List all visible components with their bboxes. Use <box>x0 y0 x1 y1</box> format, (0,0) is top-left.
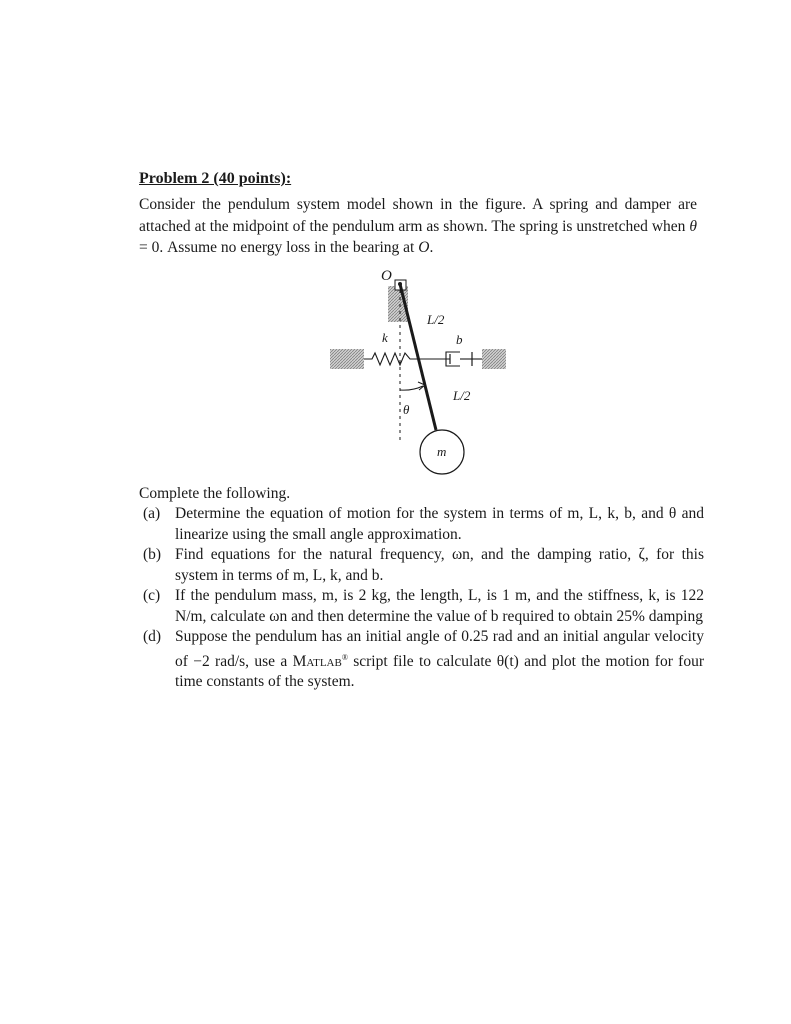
item-text-1: Suppose the pendulum has an initial angle of 0.25 rad and an initial angular velocity of −2 rad/s, use a <box>175 628 704 670</box>
list-item <box>139 545 704 586</box>
label-m: m <box>437 444 447 459</box>
intro-o: O <box>418 239 430 256</box>
intro-theta: θ <box>689 217 697 235</box>
intro-text-2: = 0. Assume no energy loss in the bearing at <box>139 239 419 256</box>
item-text-2: script file to calculate θ(t) and plot the motion for four time constants of the system. <box>175 652 705 691</box>
list-item <box>139 586 704 627</box>
problem-intro <box>139 194 697 259</box>
intro-text-1: Consider the pendulum system model shown in the figure. A spring and damper are attached at the midpoint of the pendulum arm as shown. The spring is unstretched when <box>139 196 697 235</box>
item-text: Determine the equation of motion for the system in terms of m, L, k, b, and θ and linearize using the small angle approximation. <box>175 505 704 543</box>
left-wall <box>330 349 364 369</box>
spring <box>364 353 418 365</box>
matlab-name: Matlab <box>292 652 342 670</box>
item-text: Find equations for the natural frequency, ωn, and the damping ratio, ζ, for this system in terms of m, L, k, and b. <box>175 546 704 584</box>
item-label: (a) <box>143 505 161 522</box>
label-k: k <box>382 330 388 345</box>
intro-text-3: . <box>429 239 434 256</box>
right-wall <box>482 349 506 369</box>
problem-title: Problem 2 (40 points): <box>139 170 292 187</box>
list-item <box>139 504 704 545</box>
label-b: b <box>456 332 463 347</box>
label-l2-bottom: L/2 <box>453 388 471 403</box>
item-text: If the pendulum mass, m, is 2 kg, the length, L, is 1 m, and the stiffness, k, is 122 N/m, calculate ωn and then determine the value of b required to obtain 25% damping <box>175 587 704 625</box>
label-o: O <box>381 268 392 284</box>
registered-mark: ® <box>341 652 348 662</box>
task-list <box>139 504 704 693</box>
item-label: (d) <box>143 628 162 645</box>
label-l2-top: L/2 <box>427 312 445 327</box>
label-theta: θ <box>403 402 410 417</box>
pendulum-figure <box>310 262 540 482</box>
list-item <box>139 627 704 693</box>
item-label: (c) <box>143 587 161 604</box>
complete-following: Complete the following. <box>139 485 291 502</box>
item-label: (b) <box>143 546 162 563</box>
